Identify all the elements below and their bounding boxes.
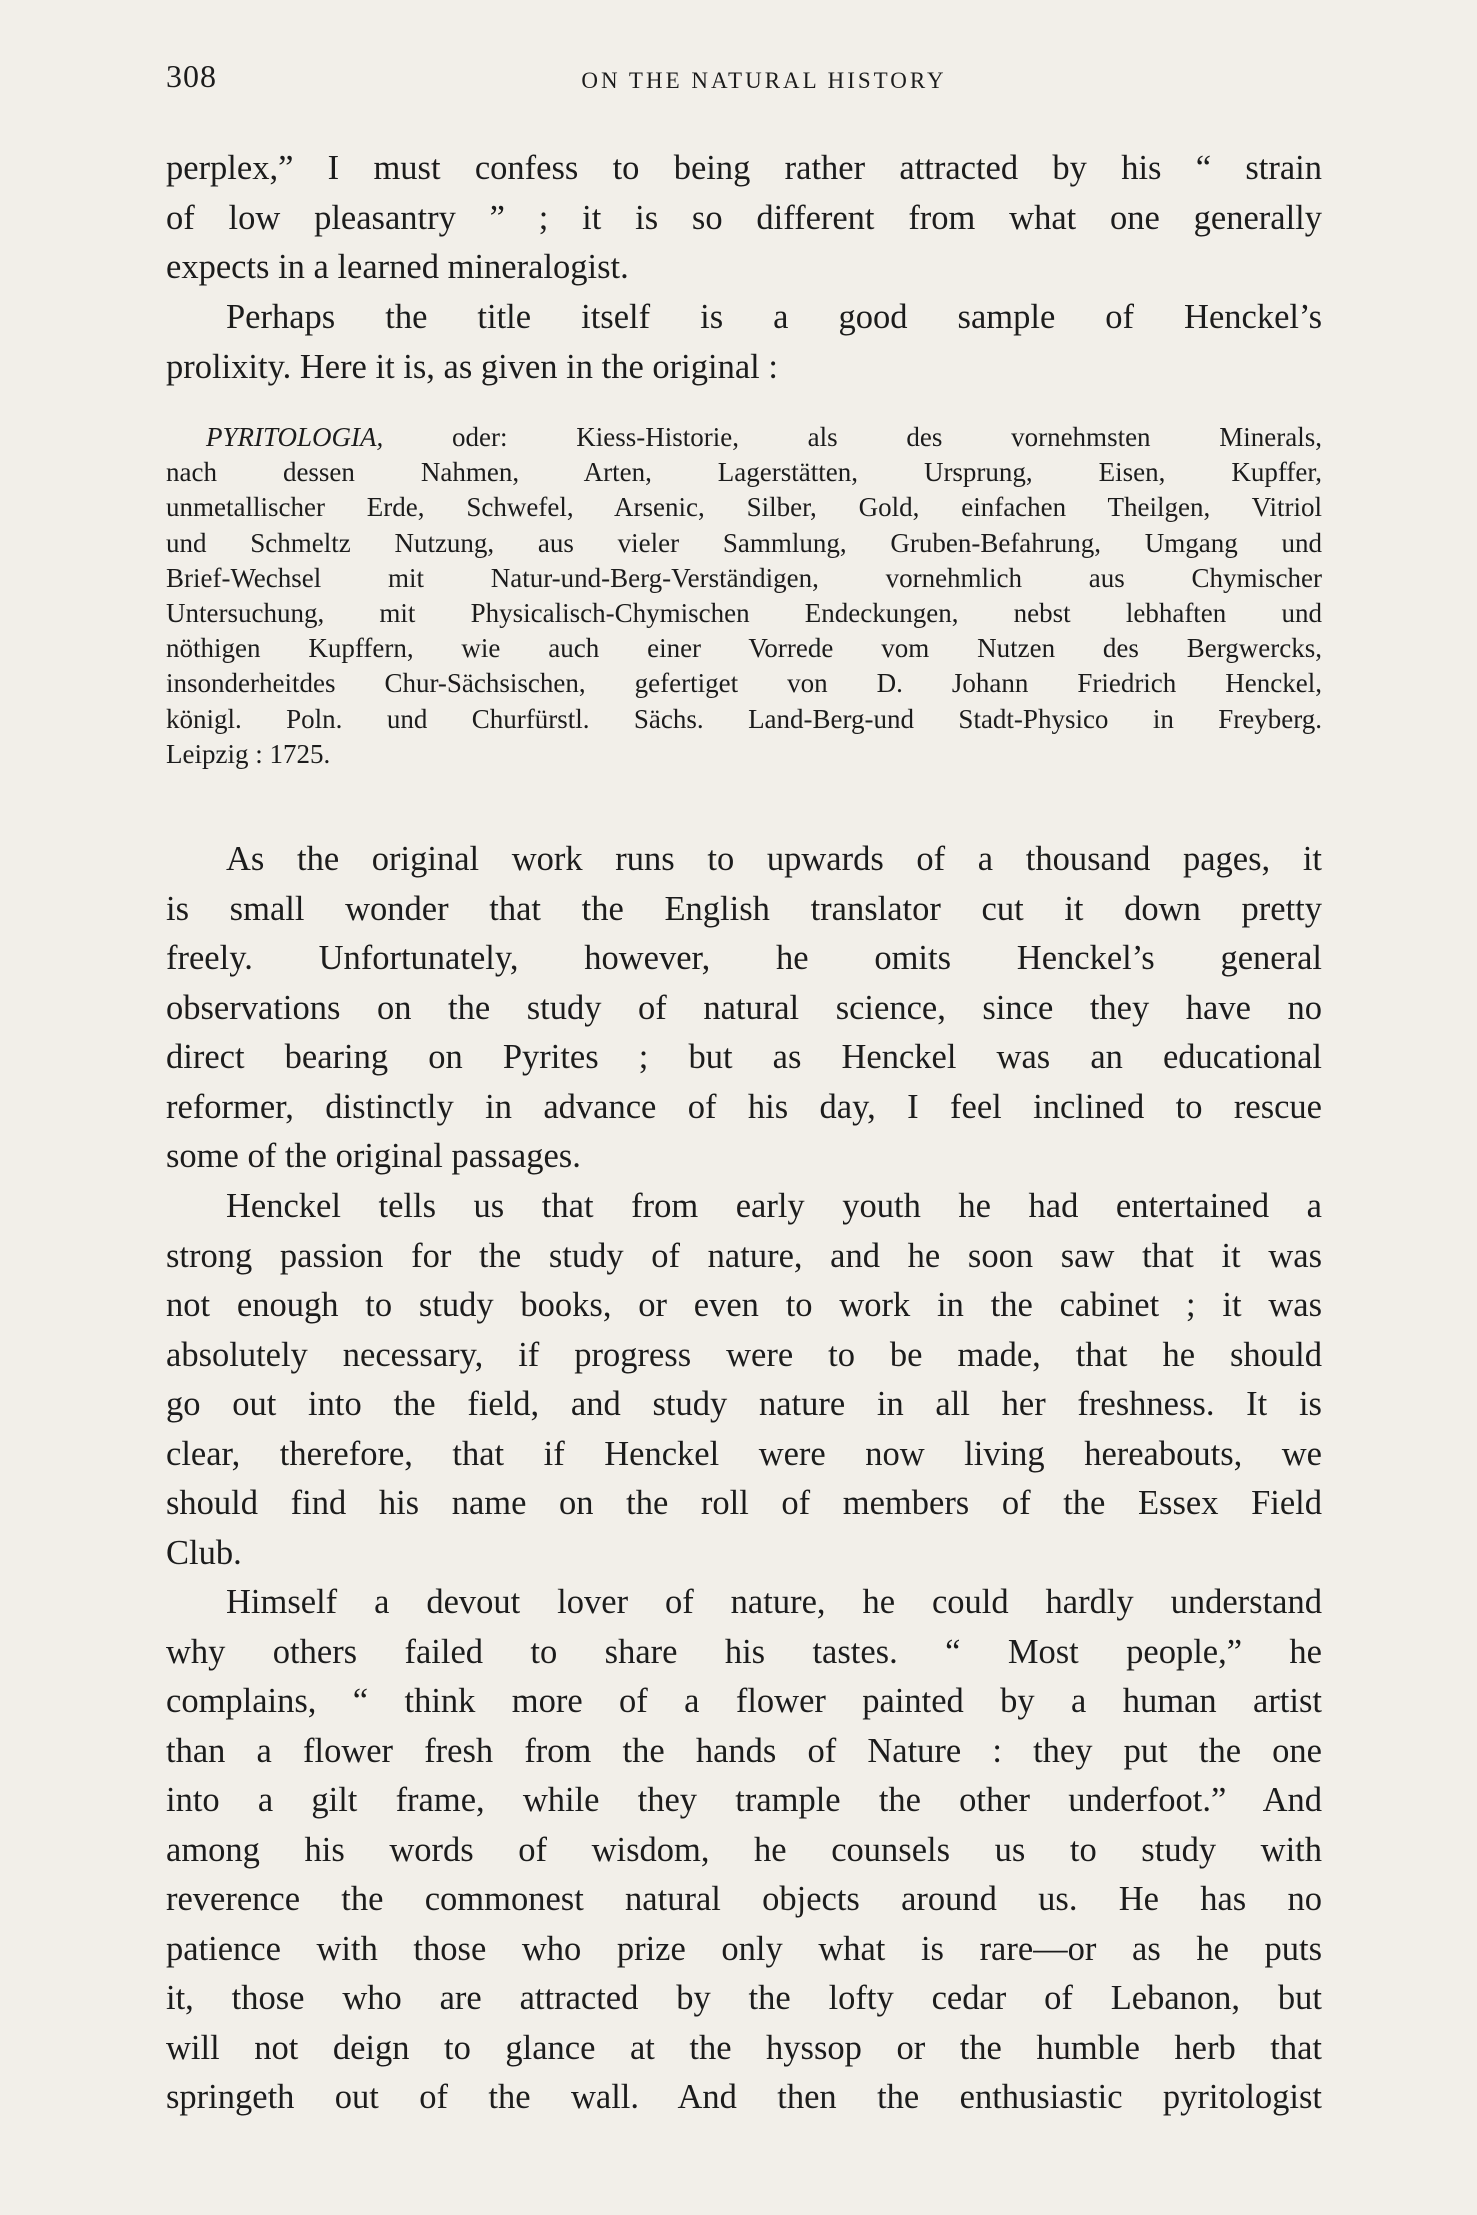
text-line: than a flower fresh from the hands of Nature : they put the one — [166, 1731, 1322, 1770]
text-line: prolixity. Here it is, as given in the original : — [166, 347, 778, 386]
text-line: As the original work runs to upwards of a thousand pages, it — [226, 840, 1322, 878]
text-line: freely. Unfortunately, however, he omits Henckel’s general — [166, 939, 1322, 977]
block-quote — [166, 420, 1322, 772]
text-line: expects in a learned mineralogist. — [166, 248, 629, 286]
text-line: go out into the field, and study nature in all her freshness. It is — [166, 1385, 1322, 1423]
text-line: strong passion for the study of nature, and he soon saw that it was — [166, 1236, 1322, 1275]
paragraph-4 — [166, 1182, 1322, 1578]
text-line: Perhaps the title itself is a good sample of Henckel’s — [226, 298, 1322, 336]
text-line: absolutely necessary, if progress were to be made, that he should — [166, 1335, 1322, 1374]
paragraph-1 — [166, 144, 1322, 293]
text-line: should find his name on the roll of members of the Essex Field — [166, 1484, 1322, 1522]
quote-line: Brief-Wechsel mit Natur-und-Berg-Verständigen, vornehmlich aus Chymischer — [166, 562, 1322, 593]
text-line: some of the original passages. — [166, 1137, 581, 1175]
text-line: springeth out of the wall. And then the enthusiastic pyritologist — [166, 2078, 1322, 2116]
text-line: among his words of wisdom, he counsels us to study with — [166, 1830, 1322, 1869]
text-line: into a gilt frame, while they trample the other underfoot.” And — [166, 1781, 1322, 1819]
text-line: observations on the study of natural science, since they have no — [166, 988, 1322, 1027]
paragraph-2 — [166, 293, 1322, 392]
text-line: it, those who are attracted by the lofty cedar of Lebanon, but — [166, 1979, 1322, 2017]
quote-line: königl. Poln. und Churfürstl. Sächs. Land-Berg-und Stadt-Physico in Freyberg. — [166, 703, 1322, 734]
quote-line: unmetallischer Erde, Schwefel, Arsenic, Silber, Gold, einfachen Theilgen, Vitriol — [166, 492, 1322, 523]
paragraph-5 — [166, 1578, 1322, 2123]
quote-line: nöthigen Kupffern, wie auch einer Vorrede vom Nutzen des Bergwercks, — [166, 633, 1322, 664]
text-line: Henckel tells us that from early youth he had entertained a — [226, 1187, 1322, 1225]
text-line: complains, “ think more of a flower painted by a human artist — [166, 1682, 1322, 1720]
running-head — [166, 58, 1322, 108]
quote-title-rest: oder: Kiess-Historie, als des vornehmsten Minerals, — [452, 422, 1323, 452]
running-title: ON THE NATURAL HISTORY — [581, 68, 947, 93]
quote-line: und Schmeltz Nutzung, aus vieler Sammlung, Gruben-Befahrung, Umgang und — [166, 527, 1322, 558]
quote-first-line — [166, 420, 1322, 455]
text-line: Club. — [166, 1533, 242, 1572]
paragraph-3 — [166, 835, 1322, 1182]
text-line: perplex,” I must confess to being rather attracted by his “ strain — [166, 149, 1322, 187]
text-line: patience with those who prize only what is rare—or as he puts — [166, 1929, 1322, 1968]
text-line: Himself a devout lover of nature, he could hardly understand — [226, 1583, 1322, 1621]
quote-line: Untersuchung, mit Physicalisch-Chymischen Endeckungen, nebst lebhaften und — [166, 597, 1322, 628]
text-line: why others failed to share his tastes. “ Most people,” he — [166, 1632, 1322, 1671]
text-line: not enough to study books, or even to work in the cabinet ; it was — [166, 1286, 1322, 1324]
text-line: reformer, distinctly in advance of his day, I feel inclined to rescue — [166, 1087, 1322, 1126]
text-line: direct bearing on Pyrites ; but as Henckel was an educational — [166, 1038, 1322, 1076]
text-line: clear, therefore, that if Henckel were now living hereabouts, we — [166, 1434, 1322, 1473]
quote-line: nach dessen Nahmen, Arten, Lagerstätten, Ursprung, Eisen, Kupffer, — [166, 457, 1322, 488]
text-line: of low pleasantry ” ; it is so different from what one generally — [166, 198, 1322, 237]
text-line: is small wonder that the English translator cut it down pretty — [166, 889, 1322, 928]
text-line: will not deign to glance at the hyssop or the humble herb that — [166, 2028, 1322, 2067]
quote-line: Leipzig : 1725. — [166, 738, 331, 769]
quote-line: insonderheitdes Chur-Sächsischen, gefertiget von D. Johann Friedrich Henckel, — [166, 668, 1322, 699]
quote-title: PYRITOLOGIA, — [206, 422, 384, 452]
page-number: 308 — [166, 58, 217, 94]
text-line: reverence the commonest natural objects around us. He has no — [166, 1880, 1322, 1918]
